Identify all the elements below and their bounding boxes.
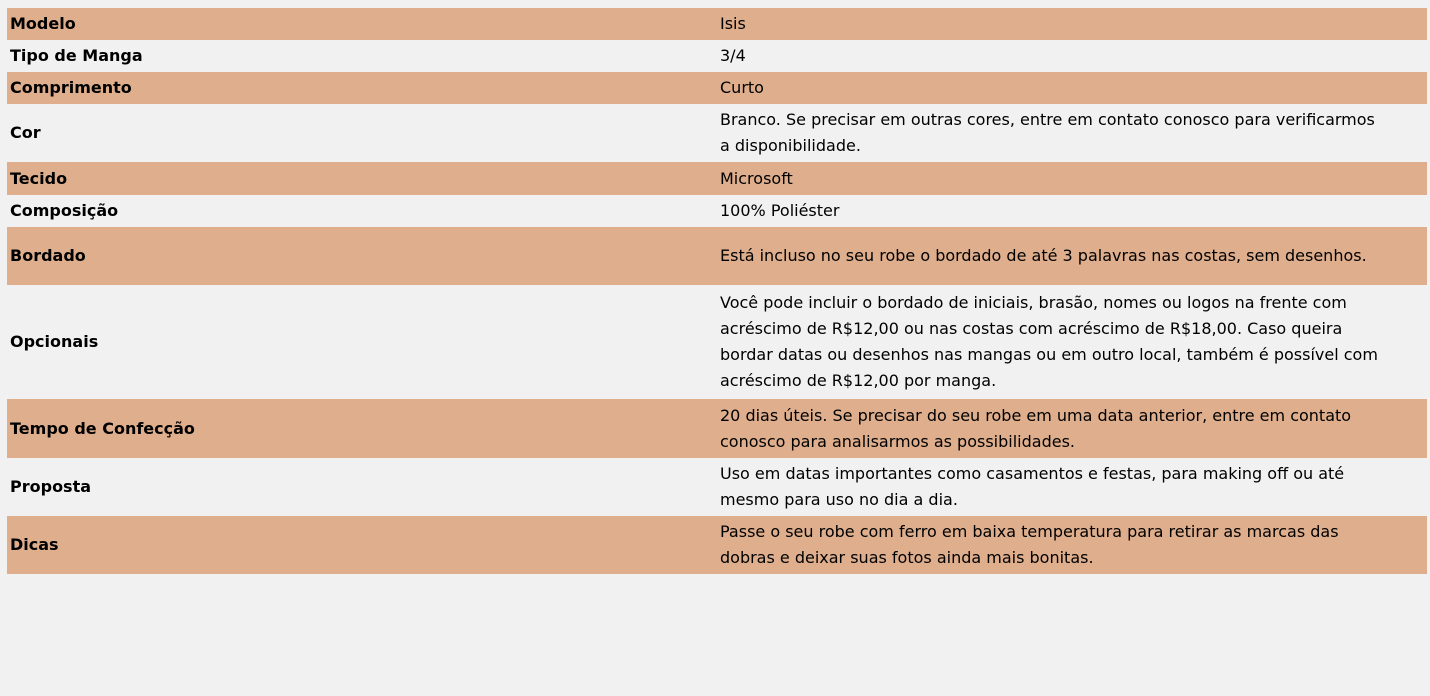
spec-value: Uso em datas importantes como casamentos e festas, para making off ou até mesmo para uso no dia a dia. [719,458,1427,516]
spec-label: Tempo de Confecção [7,399,719,458]
spec-row-opcionais [7,285,1427,399]
spec-label: Opcionais [7,285,719,399]
spec-label: Bordado [7,227,719,285]
spec-label: Dicas [7,516,719,574]
spec-value: 20 dias úteis. Se precisar do seu robe em uma data anterior, entre em contato conosco para analisarmos as possibilidades. [719,399,1427,458]
spec-value: Está incluso no seu robe o bordado de até 3 palavras nas costas, sem desenhos. [719,227,1427,285]
spec-value: Isis [719,8,1427,40]
spec-row-cor [7,104,1427,162]
spec-label: Composição [7,195,719,227]
spec-label: Tecido [7,162,719,195]
spec-value: Curto [719,72,1427,104]
spec-value: Você pode incluir o bordado de iniciais, brasão, nomes ou logos na frente com acréscimo de R$12,00 ou nas costas com acréscimo de R$18,00. Caso queira bordar datas ou desenhos nas mangas ou em outro local, também é possível com acréscimo de R$12,00 por manga. [719,285,1427,399]
spec-label: Proposta [7,458,719,516]
spec-row-tipo-de-manga [7,40,1427,72]
spec-label: Comprimento [7,72,719,104]
spec-value: 100% Poliéster [719,195,1427,227]
product-spec-table [7,8,1427,574]
spec-value: Microsoft [719,162,1427,195]
spec-row-composicao [7,195,1427,227]
spec-label: Modelo [7,8,719,40]
spec-row-proposta [7,458,1427,516]
spec-value: 3/4 [719,40,1427,72]
spec-label: Tipo de Manga [7,40,719,72]
spec-row-tempo-de-confeccao [7,399,1427,458]
spec-row-tecido [7,162,1427,195]
spec-row-modelo [7,8,1427,40]
spec-row-comprimento [7,72,1427,104]
spec-row-bordado [7,227,1427,285]
spec-label: Cor [7,104,719,162]
spec-row-dicas [7,516,1427,574]
spec-value: Passe o seu robe com ferro em baixa temperatura para retirar as marcas das dobras e deixar suas fotos ainda mais bonitas. [719,516,1427,574]
spec-value: Branco. Se precisar em outras cores, entre em contato conosco para verificarmos a disponibilidade. [719,104,1427,162]
